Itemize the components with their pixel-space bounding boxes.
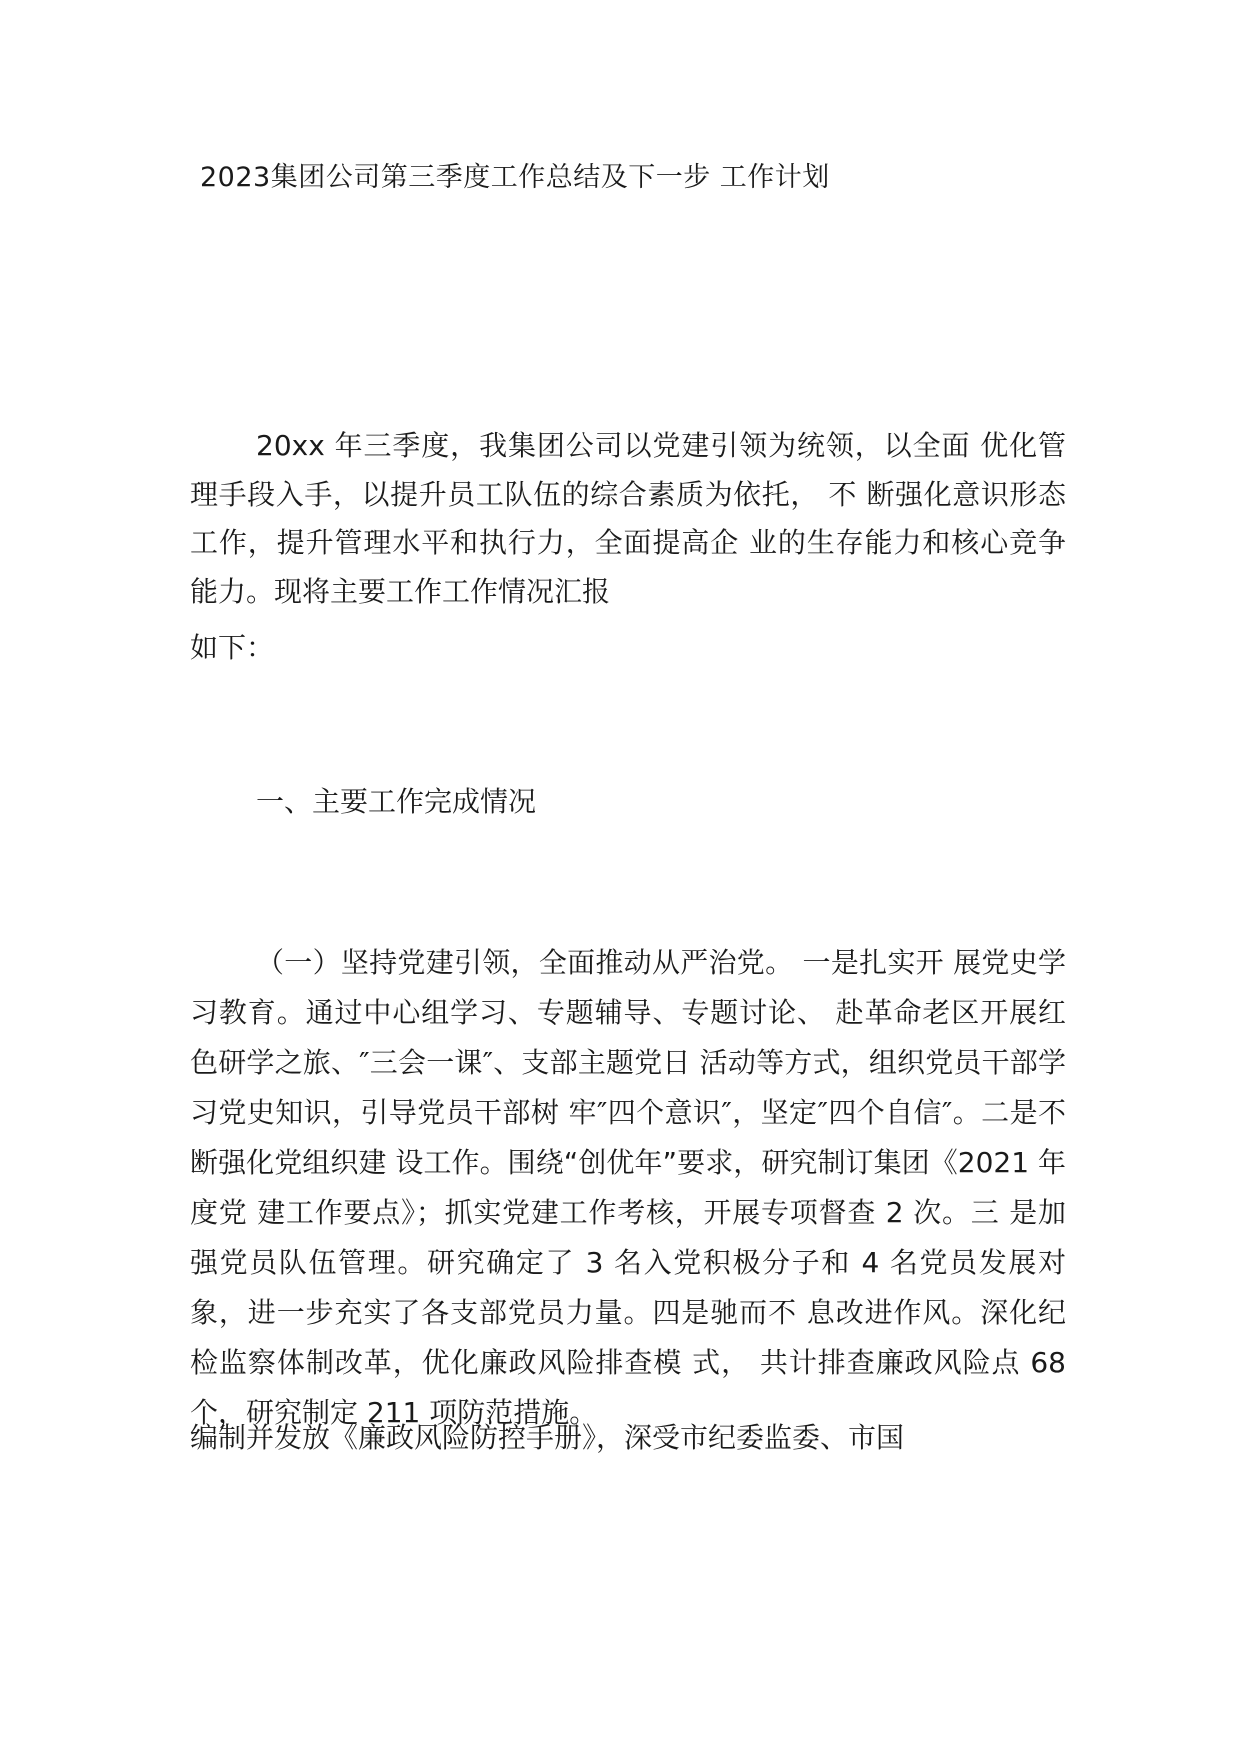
intro-continuation: 如下： [190,631,275,664]
section-heading: 一、主要工作完成情况 [256,785,537,818]
intro-paragraph: 20xx 年三季度，我集团公司以党建引领为统领，以全面 优化管理手段入手，以提升员工队伍的综合素质为依托， 不 断强化意识形态工作，提升管理水平和执行力，全面提高企 业的生存能力和核心竞争能力。现将主要工作工作情况汇报 [190,429,1066,608]
section-paragraph: （一）坚持党建引领，全面推动从严治党。 一是扎实开 展党史学习教育。通过中心组学习、专题辅导、专题讨论、 赴革命老区开展红色研学之旅、″三会一课″、支部主题党日 活动等方式，组织党员干部学习党史知识，引导党员干部树 牢″四个意识″，坚定″四个自信″。二是不断强化党组织建 设工作。围绕“创优年”要求，研究制订集团《2021 年度党 建工作要点》；抓实党建工作考核，开展专项督查 2 次。三 是加强党员队伍管理。研究确定了 3 名入党积极分子和 4 名党员发展对象，进一步充实了各支部党员力量。四是驰而不 息改进作风。深化纪检监察体制改革，优化廉政风险排查模 式， 共计排查廉政风险点 68 个，研究制定 211 项防范措施。 [190,946,1066,1429]
closing-line: 编制并发放《廉政风险防控手册》，深受市纪委监委、市国 [190,1421,905,1454]
document-title: 2023集团公司第三季度工作总结及下一步 工作计划 [200,162,830,193]
